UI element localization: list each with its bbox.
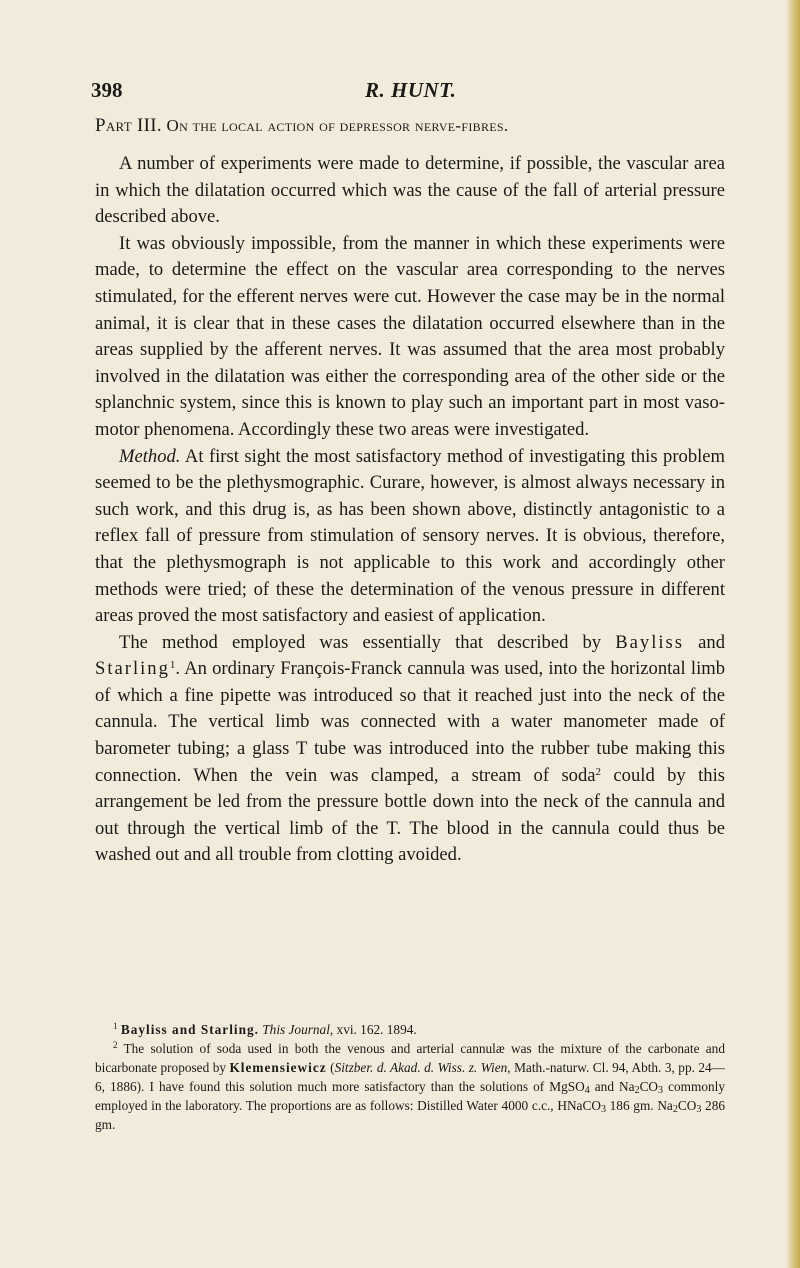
part-number: Part III. [95, 115, 162, 136]
paragraph-4-text-b: . An ordinary François-Franck cannula was used, into the horizontal limb of which a fine pipette was introduced so that it reached just into the neck of the cannula. The vertical limb was connected with a water manometer made of barometer tubing; a glass T tube was introduced into the rubber tube making this connection. When the vein was clamped, a stream of soda [95, 658, 725, 786]
footnote-2-text-i: 286 gm. [95, 1098, 725, 1132]
footnote-ref-2[interactable]: 2 [595, 765, 602, 778]
paragraph-2: It was obviously impossible, from the manner in which these experiments were made, to determine the effect on the vascular area corresponding to the nerves stimulated, for the efferent nerves were cut. However the case may be in the normal animal, it is clear that in these cases the dilatation occurred elsewhere than in the areas supplied by the afferent nerves. It was assumed that the area most probably involved in the dilatation was either the corresponding area of the other side or the splanchnic system, since this is known to play such an important part in most vaso-motor phenomena. Accordingly these two areas were investigated. [95, 232, 725, 440]
footnote-2-mark: 2 [113, 1040, 118, 1050]
paragraph-3 [95, 444, 725, 630]
method-label: Method. [119, 445, 181, 467]
paragraph-4-text-c: could by this arrangement be led from the pressure bottle down into the neck of the cannula and out through the vertical limb of the T. The blood in the cannula could thus be washed out and all trouble from clotting avoided. [95, 764, 725, 866]
footnote-2-text-e: CO [639, 1079, 659, 1094]
paragraph-3-text: At first sight the most satisfactory method of investigating this problem seemed to be the plethysmographic. Curare, however, is almost always necessary in such work, and this drug is, as has been shown above, distinctly antagonistic to a reflex fall of pressure from stimulation of sensory nerves. It is obvious, therefore, that the plethysmograph is not applicable to this work and accordingly other methods were tried; of these the determination of the venous pressure in different areas proved the most satisfactory and easiest of application. [95, 445, 725, 627]
part-title: On the local action of depressor nerve-fibres. [166, 116, 509, 135]
paragraph-4-text-a: The method employed was essentially that described by [119, 631, 616, 653]
footnote-1-ref: , xvi. 162. 1894. [329, 1022, 417, 1037]
paragraph-1: A number of experiments were made to determine, if possible, the vascular area in which the dilatation occurred which was the cause of the fall of arterial pressure described above. [95, 153, 725, 228]
footnote-2-text-f: commonly employed in the laboratory. The proportions are as follows: Distilled Water 4000 c.c., HNaCO [95, 1079, 725, 1113]
footnote-2-text-d: and Na [589, 1079, 635, 1094]
running-head [91, 78, 731, 108]
author-name-bayliss: Bayliss [615, 631, 685, 653]
footnote-1-authors: Bayliss and Starling. [120, 1022, 259, 1037]
subscript-hnaco3: 3 [600, 1104, 606, 1115]
running-head-author: R. HUNT. [365, 78, 457, 102]
footnote-2-text-c: , Math.-naturw. Cl. 94, Abth. 3, pp. 24—6, 1886). I have found this solution much more satisfactory than the solutions of MgSO [95, 1060, 725, 1094]
body-text [95, 151, 725, 869]
footnote-1-mark: 1 [113, 1021, 118, 1031]
footnote-2-citation: Sitzber. d. Akad. d. Wiss. z. Wien [334, 1060, 508, 1075]
page-number: 398 [91, 78, 123, 102]
subscript-co3-b: 3 [696, 1104, 702, 1115]
paragraph-4-and: and [684, 631, 726, 653]
footnote-2 [95, 1039, 725, 1134]
page-edge-shadow [786, 0, 800, 1268]
footnote-2-author: Klemensiewicz [229, 1060, 327, 1075]
footnote-1-journal: This Journal [262, 1022, 330, 1037]
paragraph-4 [95, 630, 725, 869]
author-name-starling: Starling [95, 658, 170, 680]
subscript-na2: 2 [634, 1085, 640, 1096]
footnote-2-text-b: ( [326, 1060, 335, 1075]
footnote-1 [95, 1020, 725, 1039]
subscript-mgso4: 4 [584, 1085, 590, 1096]
footnote-2-text-g: 186 gm. Na [605, 1098, 673, 1113]
footnote-2-text-h: CO [677, 1098, 697, 1113]
subscript-na2-b: 2 [672, 1104, 678, 1115]
footnote-ref-1[interactable]: 1 [169, 659, 176, 672]
footnotes [95, 1020, 725, 1134]
subscript-co3: 3 [658, 1085, 664, 1096]
part-heading [95, 115, 735, 137]
footnote-2-text-a: The solution of soda used in both the venous and arterial cannulæ was the mixture of the carbonate and bicarbonate proposed by [95, 1041, 725, 1075]
